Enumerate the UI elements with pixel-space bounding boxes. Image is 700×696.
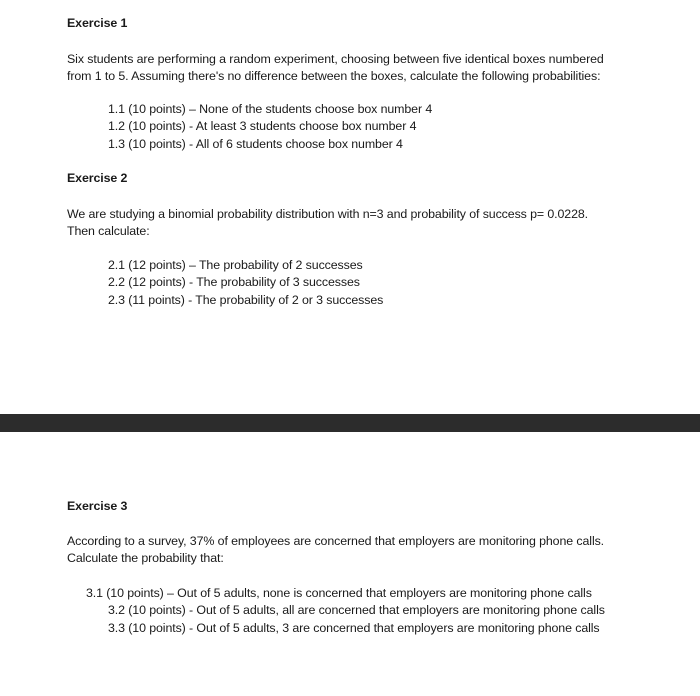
exercise-2-intro-line-1: We are studying a binomial probability distribution with n=3 and probability of success p= 0.0228. <box>67 207 589 221</box>
exercise-3-intro <box>67 533 667 567</box>
exercise-3-list <box>86 585 628 637</box>
exercise-1-item-2: 1.2 (10 points) - At least 3 students choose box number 4 <box>108 119 417 134</box>
exercise-2-item-2: 2.2 (12 points) - The probability of 3 successes <box>108 275 360 290</box>
exercise-1-item-1: 1.1 (10 points) – None of the students choose box number 4 <box>108 102 433 116</box>
exercise-3-item-3: 3.3 (10 points) - Out of 5 adults, 3 are concerned that employers are monitoring phone calls <box>108 620 600 635</box>
exercise-2-title: Exercise 2 <box>67 171 128 185</box>
exercise-1-title: Exercise 1 <box>67 16 128 30</box>
exercise-1-intro-line-2: from 1 to 5. Assuming there's no difference between the boxes, calculate the following probabilities: <box>67 69 601 83</box>
exercise-2-intro <box>67 206 667 240</box>
exercise-2-item-1: 2.1 (12 points) – The probability of 2 successes <box>108 258 363 272</box>
exercise-1-intro <box>67 51 667 85</box>
exercise-1-list <box>108 101 432 153</box>
exercise-1-item-3: 1.3 (10 points) - All of 6 students choose box number 4 <box>108 136 403 151</box>
exercise-2-list <box>108 257 383 309</box>
exercise-3-item-1: 3.1 (10 points) – Out of 5 adults, none is concerned that employers are monitoring phone calls <box>86 586 592 600</box>
exercise-3-intro-line-1: According to a survey, 37% of employees are concerned that employers are monitoring phone calls. <box>67 534 605 548</box>
exercise-3-title: Exercise 3 <box>67 499 128 513</box>
exercise-2-item-3: 2.3 (11 points) - The probability of 2 or 3 successes <box>108 292 384 307</box>
exercise-3-item-2: 3.2 (10 points) - Out of 5 adults, all are concerned that employers are monitoring phone calls <box>108 603 605 618</box>
exercise-1-intro-line-1: Six students are performing a random experiment, choosing between five identical boxes numbered <box>67 52 604 66</box>
page-divider <box>0 414 700 432</box>
exercise-2-intro-line-2: Then calculate: <box>67 224 150 238</box>
exercise-3-intro-line-2: Calculate the probability that: <box>67 551 224 565</box>
